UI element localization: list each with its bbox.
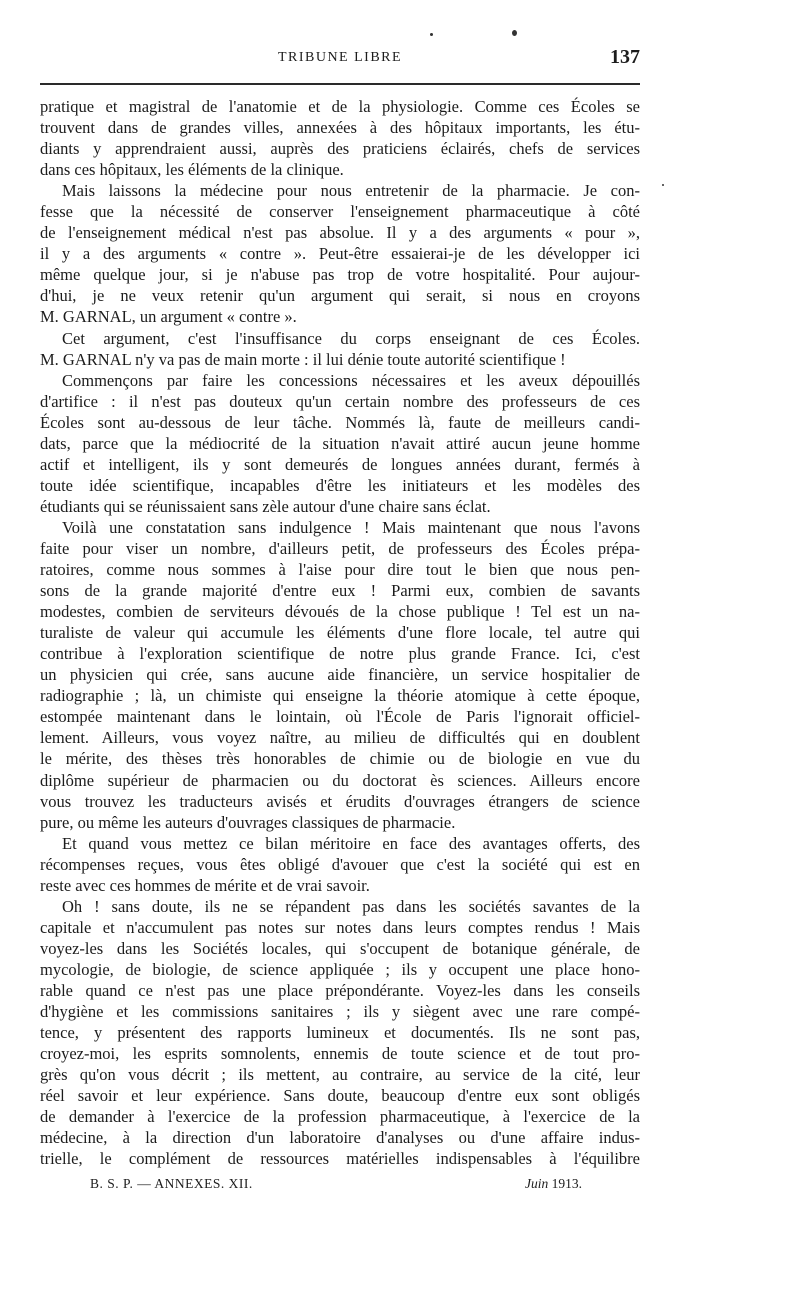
text-line: étudiants qui se réunissaient sans zèle autour d'une chaire sans éclat.: [40, 496, 491, 516]
body-text: [40, 96, 640, 1169]
page-number: 137: [610, 46, 640, 68]
text-line: Commençons par faire les concessions nécessaires et les aveux dépouillés: [62, 370, 640, 390]
text-line: grès qu'on vous décrit ; ils mettent, au contraire, au service de la cité, leur: [40, 1065, 640, 1085]
running-title: TRIBUNE LIBRE: [277, 50, 403, 65]
page-footer: [40, 1176, 640, 1196]
text-line: réel savoir et leur expérience. Sans doute, beaucoup d'entre eux sont obligés: [40, 1086, 640, 1106]
text-line: diplôme supérieur de pharmacien ou du doctorat ès sciences. Ailleurs encore: [40, 770, 640, 790]
text-line: voyez-les dans les Sociétés locales, qui s'occupent de botanique générale, de: [40, 938, 640, 958]
text-line: faite pour viser un nombre, d'ailleurs petit, de professeurs des Écoles prépa-: [40, 538, 640, 558]
text-line: trielle, le complément de ressources matérielles indispensables à l'équilibre: [40, 1149, 640, 1169]
text-line: tence, y présentent des rapports lumineux et documentés. Ils ne sont pas,: [40, 1023, 640, 1043]
text-line: trouvent dans de grandes villes, annexées à des hôpitaux importants, les étu-: [40, 118, 640, 138]
text-line: Cet argument, c'est l'insuffisance du corps enseignant de ces Écoles.: [62, 328, 640, 348]
text-line: actif et intelligent, ils y sont demeurés de longues années durant, fermés à: [40, 454, 640, 474]
text-line: vous trouvez les traducteurs avisés et érudits d'ouvrages étrangers de science: [40, 791, 640, 811]
text-line: médecine, à la direction d'un laboratoire d'analyses ou d'une affaire indus-: [40, 1128, 640, 1148]
text-line: pratique et magistral de l'anatomie et de la physiologie. Comme ces Écoles se: [40, 97, 640, 116]
text-line: mycologie, de biologie, de science appliquée ; ils y occupent une place hono-: [40, 959, 640, 979]
text-line: d'hygiène et les commissions sanitaires ; ils y siègent avec une rare compé-: [40, 1002, 640, 1022]
text-line: de demander à l'exercice de la profession pharmaceutique, à l'exercice de la: [40, 1107, 640, 1127]
text-line: Mais laissons la médecine pour nous entretenir de la pharmacie. Je con-: [62, 181, 640, 201]
running-head: [40, 46, 640, 72]
text-line: dats, parce que la médiocrité de la situation n'avait attiré aucun jeune homme: [40, 433, 640, 453]
text-line: même quelque jour, si je n'abuse pas trop de votre hospitalité. Pour aujour-: [40, 265, 640, 285]
text-line: dans ces hôpitaux, les éléments de la clinique.: [40, 160, 344, 180]
text-line: rable quand ce n'est pas une place prépondérante. Voyez-les dans les conseils: [40, 980, 640, 1000]
text-line: Et quand vous mettez ce bilan méritoire en face des avantages offerts, des: [62, 833, 640, 853]
text-line: ratoires, comme nous sommes à l'aise pour dire tout le bien que nous pen-: [40, 560, 640, 580]
footer-year: 1913.: [551, 1176, 582, 1191]
text-line: radiographie ; là, un chimiste qui enseigne la théorie atomique à cette époque,: [40, 686, 640, 706]
text-line: lement. Ailleurs, vous voyez naître, au milieu de difficultés qui en doublent: [40, 728, 640, 748]
text-line: sons de la grande majorité d'entre eux ! Parmi eux, combien de savants: [40, 581, 640, 601]
text-line: croyez-moi, les esprits somnolents, ennemis de toute science et de tout pro-: [40, 1044, 640, 1064]
footer-month: Juin: [525, 1176, 549, 1191]
text-line: récompenses reçues, vous êtes obligé d'avouer que c'est la société qui est en: [40, 854, 640, 874]
footer-date: [525, 1176, 582, 1192]
text-line: Voilà une constatation sans indulgence ! Mais maintenant que nous l'avons: [62, 517, 640, 537]
text-line: d'artifice : il n'est pas douteux qu'un certain nombre des professeurs de ces: [40, 391, 640, 411]
text-line: fesse que la nécessité de conserver l'enseignement pharmaceutique à côté: [40, 202, 640, 222]
text-line: pure, ou même les auteurs d'ouvrages classiques de pharmacie.: [40, 812, 456, 832]
text-line: d'hui, je ne veux retenir qu'un argument qui serait, si nous en croyons: [40, 286, 640, 306]
print-speck: [512, 30, 517, 36]
print-speck: [662, 184, 664, 186]
text-line: modestes, combien de serviteurs dévoués de la chose publique ! Tel est un na-: [40, 602, 640, 622]
text-line: reste avec ces hommes de mérite et de vrai savoir.: [40, 875, 370, 895]
text-line: de l'enseignement médical n'est pas absolue. Il y a des arguments « pour »,: [40, 223, 640, 243]
text-line: un physicien qui crée, sans aucune aide financière, un service hospitalier de: [40, 665, 640, 685]
text-line: il y a des arguments « contre ». Peut-être essaierai-je de les développer ici: [40, 244, 640, 264]
text-line: M. GARNAL, un argument « contre ».: [40, 307, 297, 327]
text-line: diants y apprendraient aussi, auprès des praticiens éclairés, chefs de services: [40, 139, 640, 159]
text-line: M. GARNAL n'y va pas de main morte : il lui dénie toute autorité scientifique !: [40, 349, 566, 369]
header-rule: [40, 83, 640, 85]
text-line: estompée maintenant dans le lointain, où l'École de Paris l'ignorait officiel-: [40, 707, 640, 727]
print-speck: [430, 33, 433, 36]
text-line: contribue à l'exploration scientifique de notre plus grande France. Ici, c'est: [40, 644, 640, 664]
text-line: capitale et n'accumulent pas notes sur notes dans leurs comptes rendus ! Mais: [40, 917, 640, 937]
text-line: le mérite, des thèses très honorables de chimie ou de biologie en vue du: [40, 749, 640, 769]
text-line: Oh ! sans doute, ils ne se répandent pas dans les sociétés savantes de la: [62, 896, 640, 916]
text-line: turaliste de valeur qui accumule les éléments d'une flore locale, tel autre qui: [40, 623, 640, 643]
footer-signature: B. S. P. — ANNEXES. XII.: [90, 1176, 253, 1191]
text-line: toute idée scientifique, incapables d'être les initiateurs et les modèles des: [40, 475, 640, 495]
text-line: Écoles sont au-dessous de leur tâche. Nommés là, faute de meilleurs candi-: [40, 412, 640, 432]
